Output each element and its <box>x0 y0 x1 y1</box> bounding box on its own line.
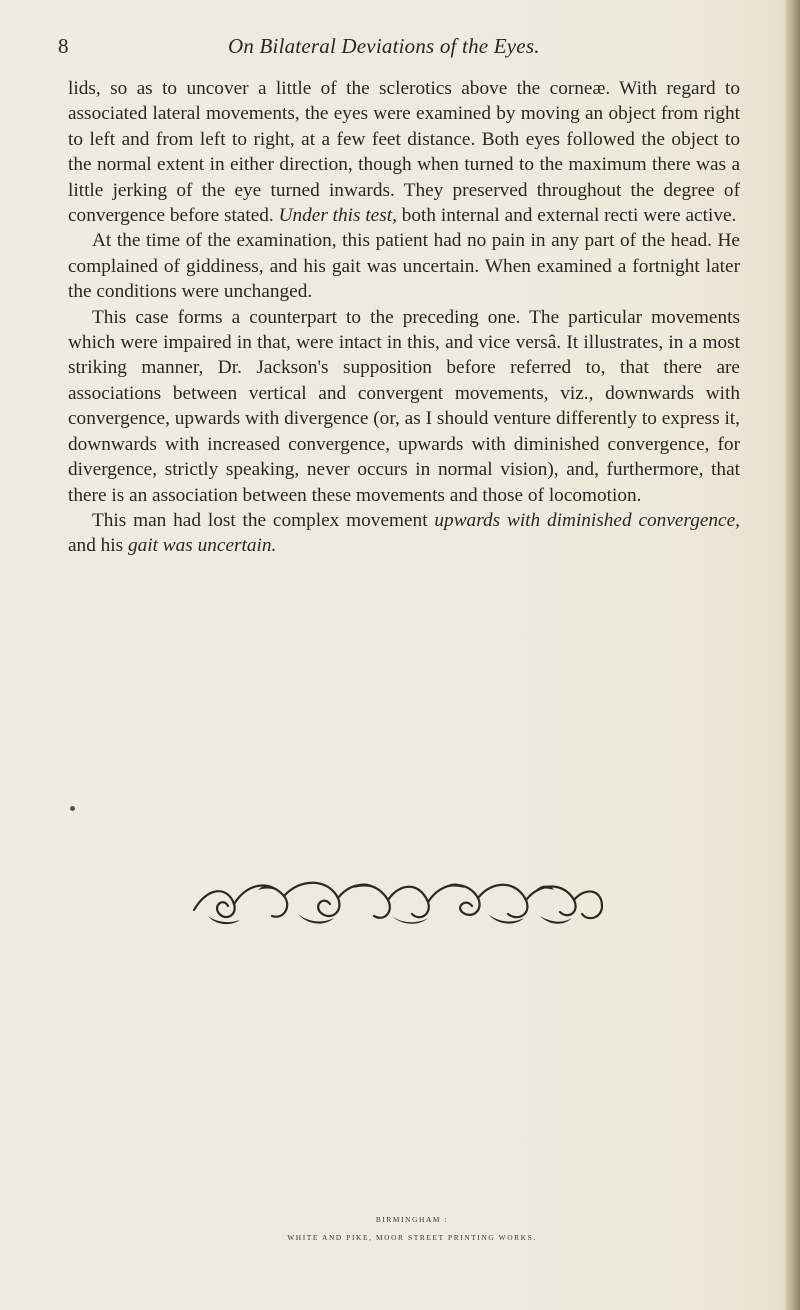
paragraph <box>68 228 740 304</box>
scrollwork-ornament-icon <box>188 876 608 928</box>
italic-segment: upwards with diminished convergence, <box>434 509 740 531</box>
text-segment: At the time of the examination, this patient had no pain in any part of the head. He complained of giddiness, and his gait was uncertain. When examined a fortnight later the conditions were unchanged. <box>68 230 740 303</box>
text-segment: both internal and external recti were active. <box>396 205 737 227</box>
italic-segment: Under this test, <box>278 205 397 227</box>
page-header <box>58 34 758 62</box>
paragraph <box>68 508 740 559</box>
page-edge <box>786 0 800 1310</box>
text-segment: This man had lost the complex movement <box>92 509 435 531</box>
italic-segment: gait was uncertain. <box>127 535 277 557</box>
imprint-printer: WHITE AND PIKE, MOOR STREET PRINTING WORKS. <box>287 1233 537 1242</box>
text-segment: lids, so as to uncover a little of the sclerotics above the corneæ. With regard to associated lateral movements, the eyes were examined by moving an object from right to left and from left to right, at a few feet distance. Both eyes followed the object to the normal extent in either direction, though when turned to the maximum there was a little jerking of the eye turned inwards. They preserved throughout the degree of convergence before stated. <box>68 78 740 227</box>
running-head: On Bilateral Deviations of the Eyes. <box>228 34 540 58</box>
paragraph <box>68 76 740 228</box>
imprint-city: BIRMINGHAM : <box>375 1215 449 1224</box>
ink-speck <box>70 806 75 811</box>
text-segment: This case forms a counterpart to the preceding one. The particular movements which were impaired in that, were intact in this, and vice versâ. It illustrates, in a most striking manner, Dr. Jackson's supposition before referred to, that there are associations between vertical and convergent movements, viz., downwards with convergence, upwards with divergence (or, as I should venture differently to express it, downwards with increased convergence, upwards with diminished convergence, for divergence, strictly speaking, never occurs in normal vision), and, furthermore, that there is an association between these movements and those of locomotion. <box>68 306 740 506</box>
text-segment: and his <box>68 535 128 557</box>
page-number: 8 <box>58 34 69 58</box>
paragraph <box>68 305 740 508</box>
body-text <box>68 76 740 559</box>
